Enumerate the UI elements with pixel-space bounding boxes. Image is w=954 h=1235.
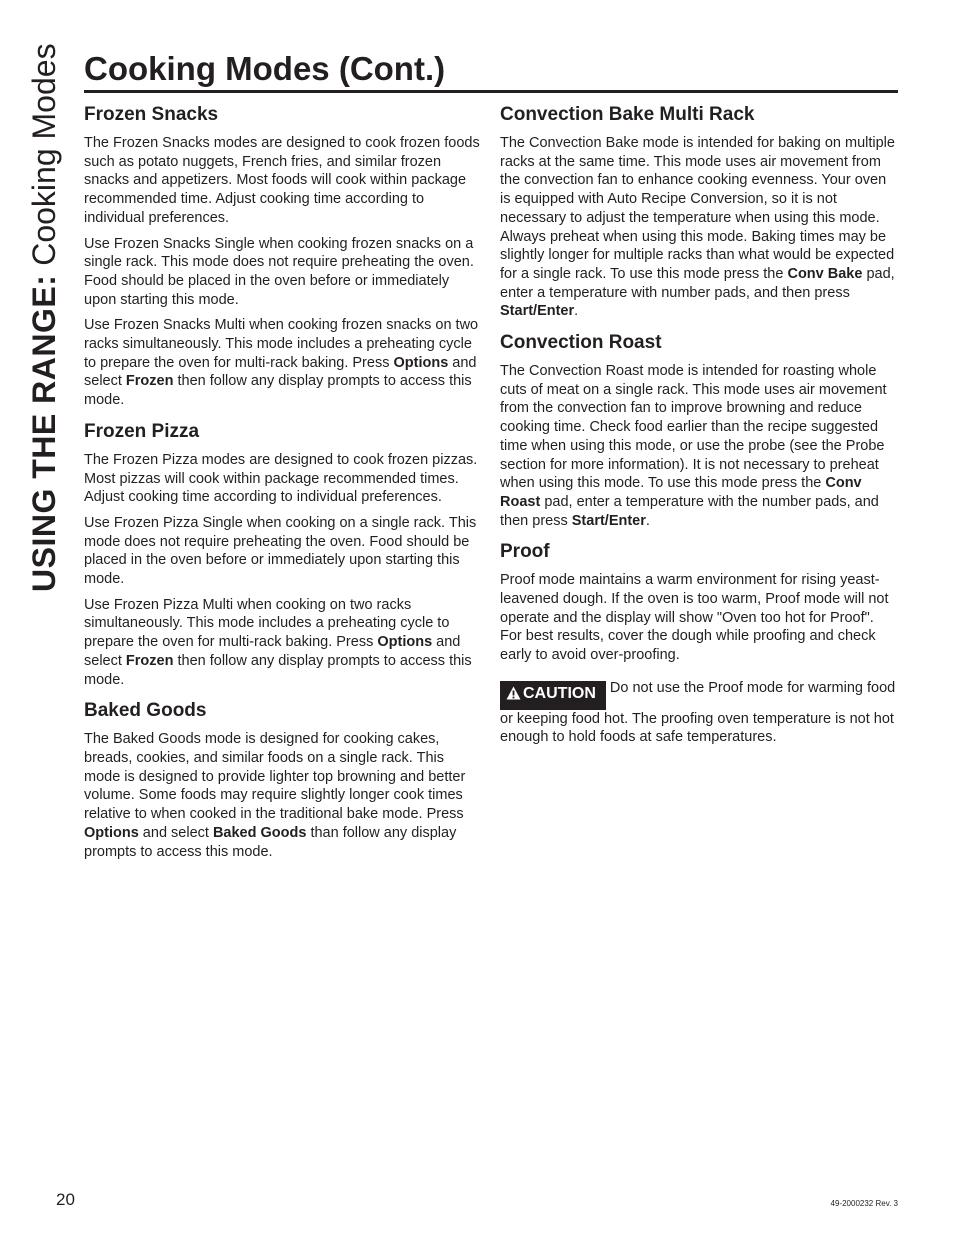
bold-term: Frozen bbox=[125, 652, 174, 669]
text: The Convection Bake mode is intended for baking on multiple racks at the same time. This mode uses air movement from the convection fan to enhance cooking evenness. Your oven is equipped with Auto Recipe Conversion, so it is not necessary to adjust the temperature when using this mode. Always preheat when using this mode. Baking times may be slightly longer for multiple racks than what would be expected for a single rack. To use this mode press the bbox=[500, 135, 895, 282]
heading-frozen-snacks: Frozen Snacks bbox=[84, 104, 219, 125]
text: then follow any display prompts to access this mode. bbox=[84, 652, 472, 688]
text: The Baked Goods mode is designed for cooking cakes, breads, cookies, and similar foods on a single rack. This mode is designed to provide lighter top browning and better volume. Some foods may require slightly longer cook times relative to when cooked in the traditional bake mode. Press bbox=[84, 731, 466, 823]
section-frozen-pizza bbox=[84, 421, 482, 689]
text: than follow any display prompts to access this mode. bbox=[84, 824, 457, 860]
paragraph bbox=[500, 362, 898, 530]
right-column bbox=[500, 104, 898, 758]
paragraph bbox=[84, 730, 482, 861]
bold-term: Start/Enter bbox=[571, 512, 646, 529]
paragraph bbox=[84, 596, 482, 690]
section-conv-roast bbox=[500, 332, 898, 530]
bold-term: Conv Roast bbox=[500, 475, 862, 510]
paragraph: The Frozen Snacks modes are designed to cook frozen foods such as potato nuggets, French fries, and similar frozen snacks and appetizers. Most foods will cook within package recommended time. Adjust cooking time according to individual preferences. bbox=[84, 135, 480, 226]
text: pad, enter a temperature with number pads, and then press bbox=[500, 265, 895, 301]
bold-term: Conv Bake bbox=[787, 265, 863, 282]
caution-badge bbox=[500, 681, 606, 710]
paragraph bbox=[500, 134, 898, 321]
bold-term: Start/Enter bbox=[500, 303, 575, 320]
heading-frozen-pizza: Frozen Pizza bbox=[84, 420, 200, 442]
title-rule bbox=[84, 90, 898, 93]
text: then follow any display prompts to access this mode. bbox=[84, 373, 472, 409]
side-tab bbox=[14, 43, 74, 592]
caution-label: CAUTION bbox=[523, 684, 596, 702]
left-column bbox=[84, 104, 482, 872]
bold-term: Baked Goods bbox=[212, 824, 307, 841]
text: and select bbox=[138, 824, 213, 841]
warning-icon bbox=[506, 686, 521, 700]
section-baked-goods bbox=[84, 700, 482, 861]
side-tab-light: Cooking Modes bbox=[26, 43, 62, 266]
heading-proof: Proof bbox=[500, 541, 550, 563]
section-conv-bake-multi bbox=[500, 104, 898, 321]
text: . bbox=[645, 512, 650, 529]
bold-term: Options bbox=[84, 824, 139, 841]
page-title: Cooking Modes (Cont.) bbox=[84, 50, 446, 87]
text: and select bbox=[84, 634, 461, 669]
section-proof bbox=[500, 541, 898, 747]
paragraph: Use Frozen Pizza Single when cooking on a single rack. This mode does not require preheating the oven. Food should be placed in the oven before or immediately upon starting this mode. bbox=[84, 514, 477, 588]
paragraph bbox=[84, 316, 482, 410]
text: Use Frozen Pizza Multi when cooking on two racks simultaneously. This mode includes a preheating cycle to prepare the oven for multi-rack baking. Press bbox=[84, 596, 450, 651]
bold-term: Options bbox=[377, 634, 433, 651]
page-number: 20 bbox=[56, 1190, 75, 1209]
paragraph: Use Frozen Snacks Single when cooking frozen snacks on a single rack. This mode does not require preheating the oven. Food should be placed in the oven before or immediately upon starting this mode. bbox=[84, 235, 474, 308]
heading-baked-goods: Baked Goods bbox=[84, 700, 207, 722]
heading-conv-bake-multi: Convection Bake Multi Rack bbox=[500, 104, 755, 125]
text: The Convection Roast mode is intended for roasting whole cuts of meat on a single rack. This mode uses air movement from the convection fan to improve browning and reduce cooking time. Check food earlier than the recipe suggested time when using this mode, or use the probe (see the Probe section for more information). It is not necessary to preheat when using this mode. To use this mode press the bbox=[500, 363, 887, 492]
paragraph: Proof mode maintains a warm environment for rising yeast-leavened dough. If the oven is too warm, Proof mode will not operate and the display will show "Oven too hot for Proof". For best results, cover the dough while proofing and check early to avoid over-proofing. bbox=[500, 572, 889, 664]
text: pad, enter a temperature with the number pads, and then press bbox=[500, 493, 879, 529]
bold-term: Options bbox=[393, 354, 449, 371]
caution-block bbox=[500, 679, 898, 747]
caution-text: Do not use the Proof mode for warming food or keeping food hot. The proofing oven temperature is not hot enough to hold foods at safe temperatures. bbox=[500, 679, 896, 746]
document-id: 49-2000232 Rev. 3 bbox=[830, 1199, 898, 1208]
section-frozen-snacks bbox=[84, 104, 482, 410]
text: Use Frozen Snacks Multi when cooking frozen snacks on two racks simultaneously. This mode includes a preheating cycle to prepare the oven for multi-rack baking. Press bbox=[84, 317, 479, 371]
text: and select bbox=[84, 354, 477, 390]
side-tab-text bbox=[14, 43, 74, 592]
side-tab-bold: USING THE RANGE: bbox=[26, 274, 62, 592]
heading-conv-roast: Convection Roast bbox=[500, 332, 662, 354]
text: . bbox=[574, 303, 579, 320]
paragraph: The Frozen Pizza modes are designed to cook frozen pizzas. Most pizzas will cook within package recommended times. Adjust cooking time according to individual preferences. bbox=[84, 451, 478, 506]
bold-term: Frozen bbox=[125, 373, 174, 390]
